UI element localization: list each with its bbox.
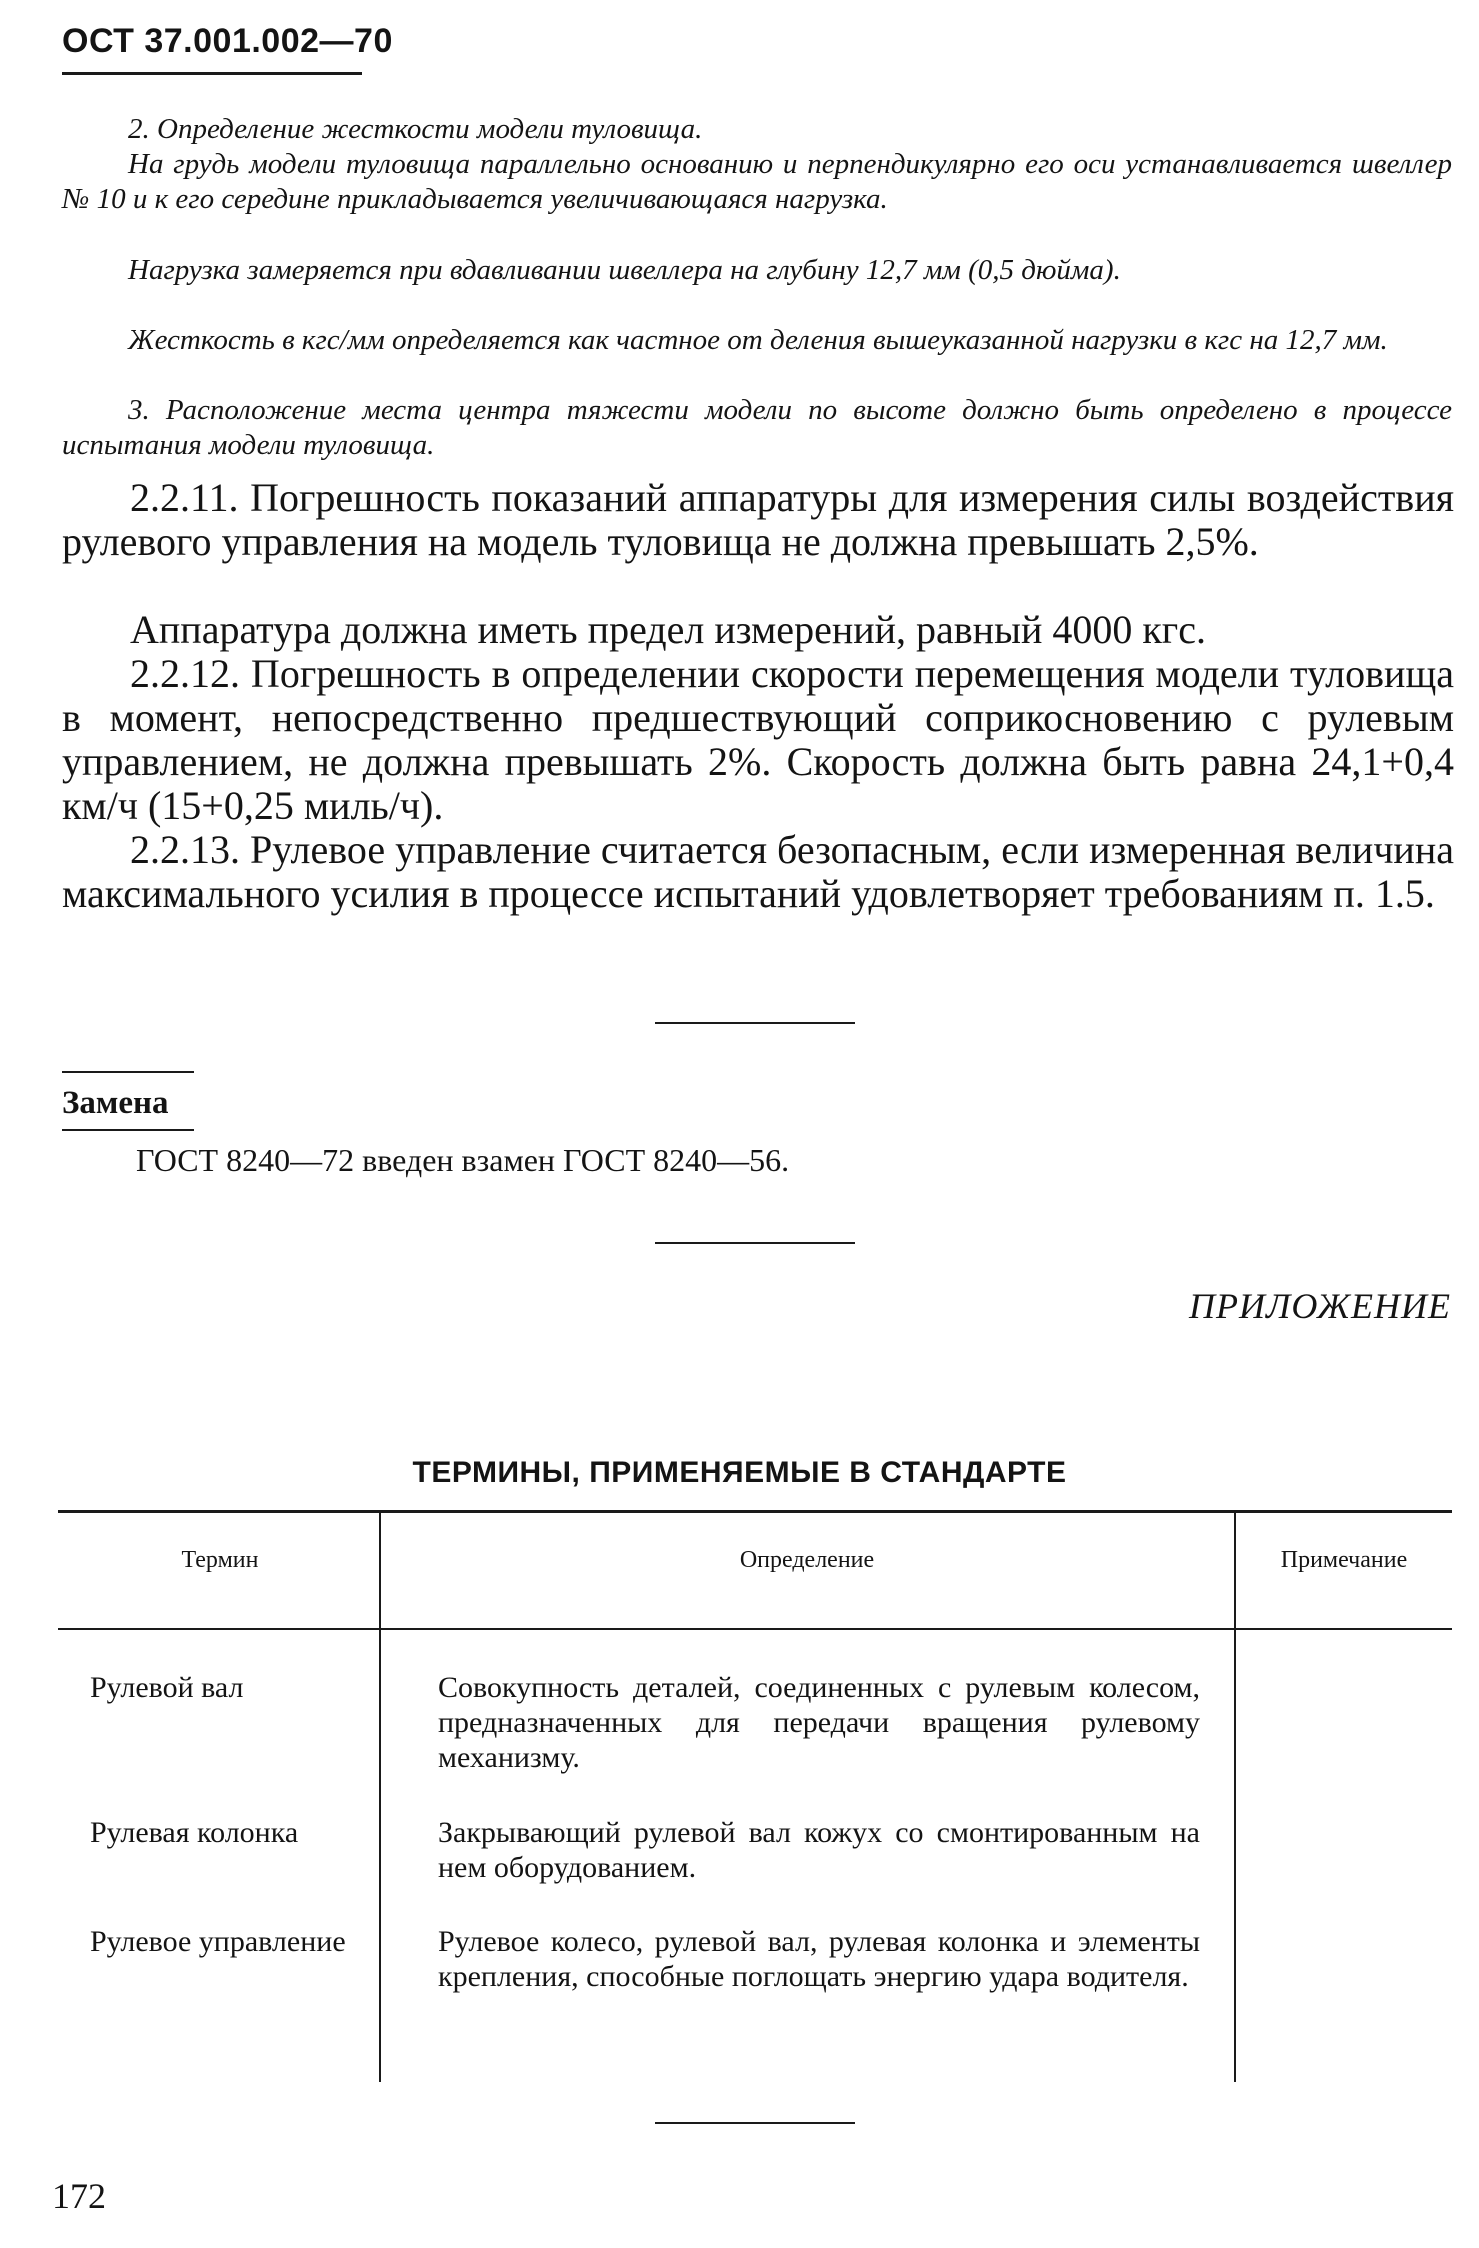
document-code: ОСТ 37.001.002—70 [62, 22, 393, 60]
term-steering-shaft: Рулевой вал [90, 1671, 244, 1704]
term-steering-gear: Рулевое управление [90, 1925, 346, 1958]
bottom-separator [655, 2122, 855, 2124]
replacement-text: ГОСТ 8240—72 введен взамен ГОСТ 8240—56. [136, 1142, 790, 1178]
terms-table-title: ТЕРМИНЫ, ПРИМЕНЯЕМЫЕ В СТАНДАРТЕ [412, 1456, 1067, 1489]
replacement-title: Замена [62, 1085, 169, 1121]
italic-paragraph-1: 2. Определение жесткости модели туловища. [128, 113, 703, 145]
paragraph-apparatus-limit: Аппаратура должна иметь предел измерений, равный 4000 кгс. [130, 607, 1206, 652]
italic-paragraph-4: Жесткость в кгс/мм определяется как частное от деления вышеуказанной нагрузки в кгс на 12,7 мм. [128, 324, 1388, 356]
table-column-divider-1 [379, 1512, 381, 2082]
header-underline [62, 72, 362, 75]
paragraph-2-2-11: 2.2.11. Погрешность показаний аппаратуры для измерения силы воздействия рулевого управления на модель туловища не должна превышать 2,5%. [62, 475, 1454, 564]
replacement-title-underline [62, 1129, 194, 1131]
definition-steering-gear: Рулевое колесо, рулевой вал, рулевая колонка и элементы крепления, способные поглощать энергию удара водителя. [438, 1925, 1200, 1993]
table-header-bottom-rule [58, 1628, 1452, 1630]
definition-steering-column: Закрывающий рулевой вал кожух со смонтированным на нем оборудованием. [438, 1816, 1200, 1884]
italic-paragraph-5: 3. Расположение места центра тяжести модели по высоте должно быть определено в процессе испытания модели туловища. [62, 394, 1452, 461]
table-column-divider-2 [1234, 1512, 1236, 2082]
term-steering-column: Рулевая колонка [90, 1816, 299, 1849]
header-definition: Определение [739, 1547, 875, 1573]
section-separator-2 [655, 1242, 855, 1244]
paragraph-2-2-13: 2.2.13. Рулевое управление считается безопасным, если измеренная величина максимального усилия в процессе испытаний удовлетворяет требованиям п. 1.5. [62, 827, 1454, 916]
replacement-title-overline [62, 1071, 194, 1073]
appendix-label: ПРИЛОЖЕНИЕ [1189, 1286, 1451, 1326]
paragraph-2-2-12: 2.2.12. Погрешность в определении скорости перемещения модели туловища в момент, непосредственно предшествующий соприкосновению с рулевым управлением, не должна превышать 2%. Скорость должна быть равна 24,1+0,4 км/ч (15+0,25 миль/ч). [62, 651, 1454, 828]
italic-paragraph-2: На грудь модели туловища параллельно основанию и перпендикулярно его оси устанавливается швеллер № 10 и к его середине прикладывается увеличивающаяся нагрузка. [62, 148, 1452, 215]
header-note: Примечание [1280, 1547, 1408, 1573]
table-top-rule [58, 1510, 1452, 1513]
section-separator [655, 1022, 855, 1024]
page-number: 172 [52, 2176, 106, 2216]
italic-paragraph-3: Нагрузка замеряется при вдавливании швеллера на глубину 12,7 мм (0,5 дюйма). [128, 254, 1121, 286]
header-term: Термин [181, 1547, 259, 1573]
definition-steering-shaft: Совокупность деталей, соединенных с рулевым колесом, предназначенных для передачи вращения рулевому механизму. [438, 1671, 1200, 1774]
